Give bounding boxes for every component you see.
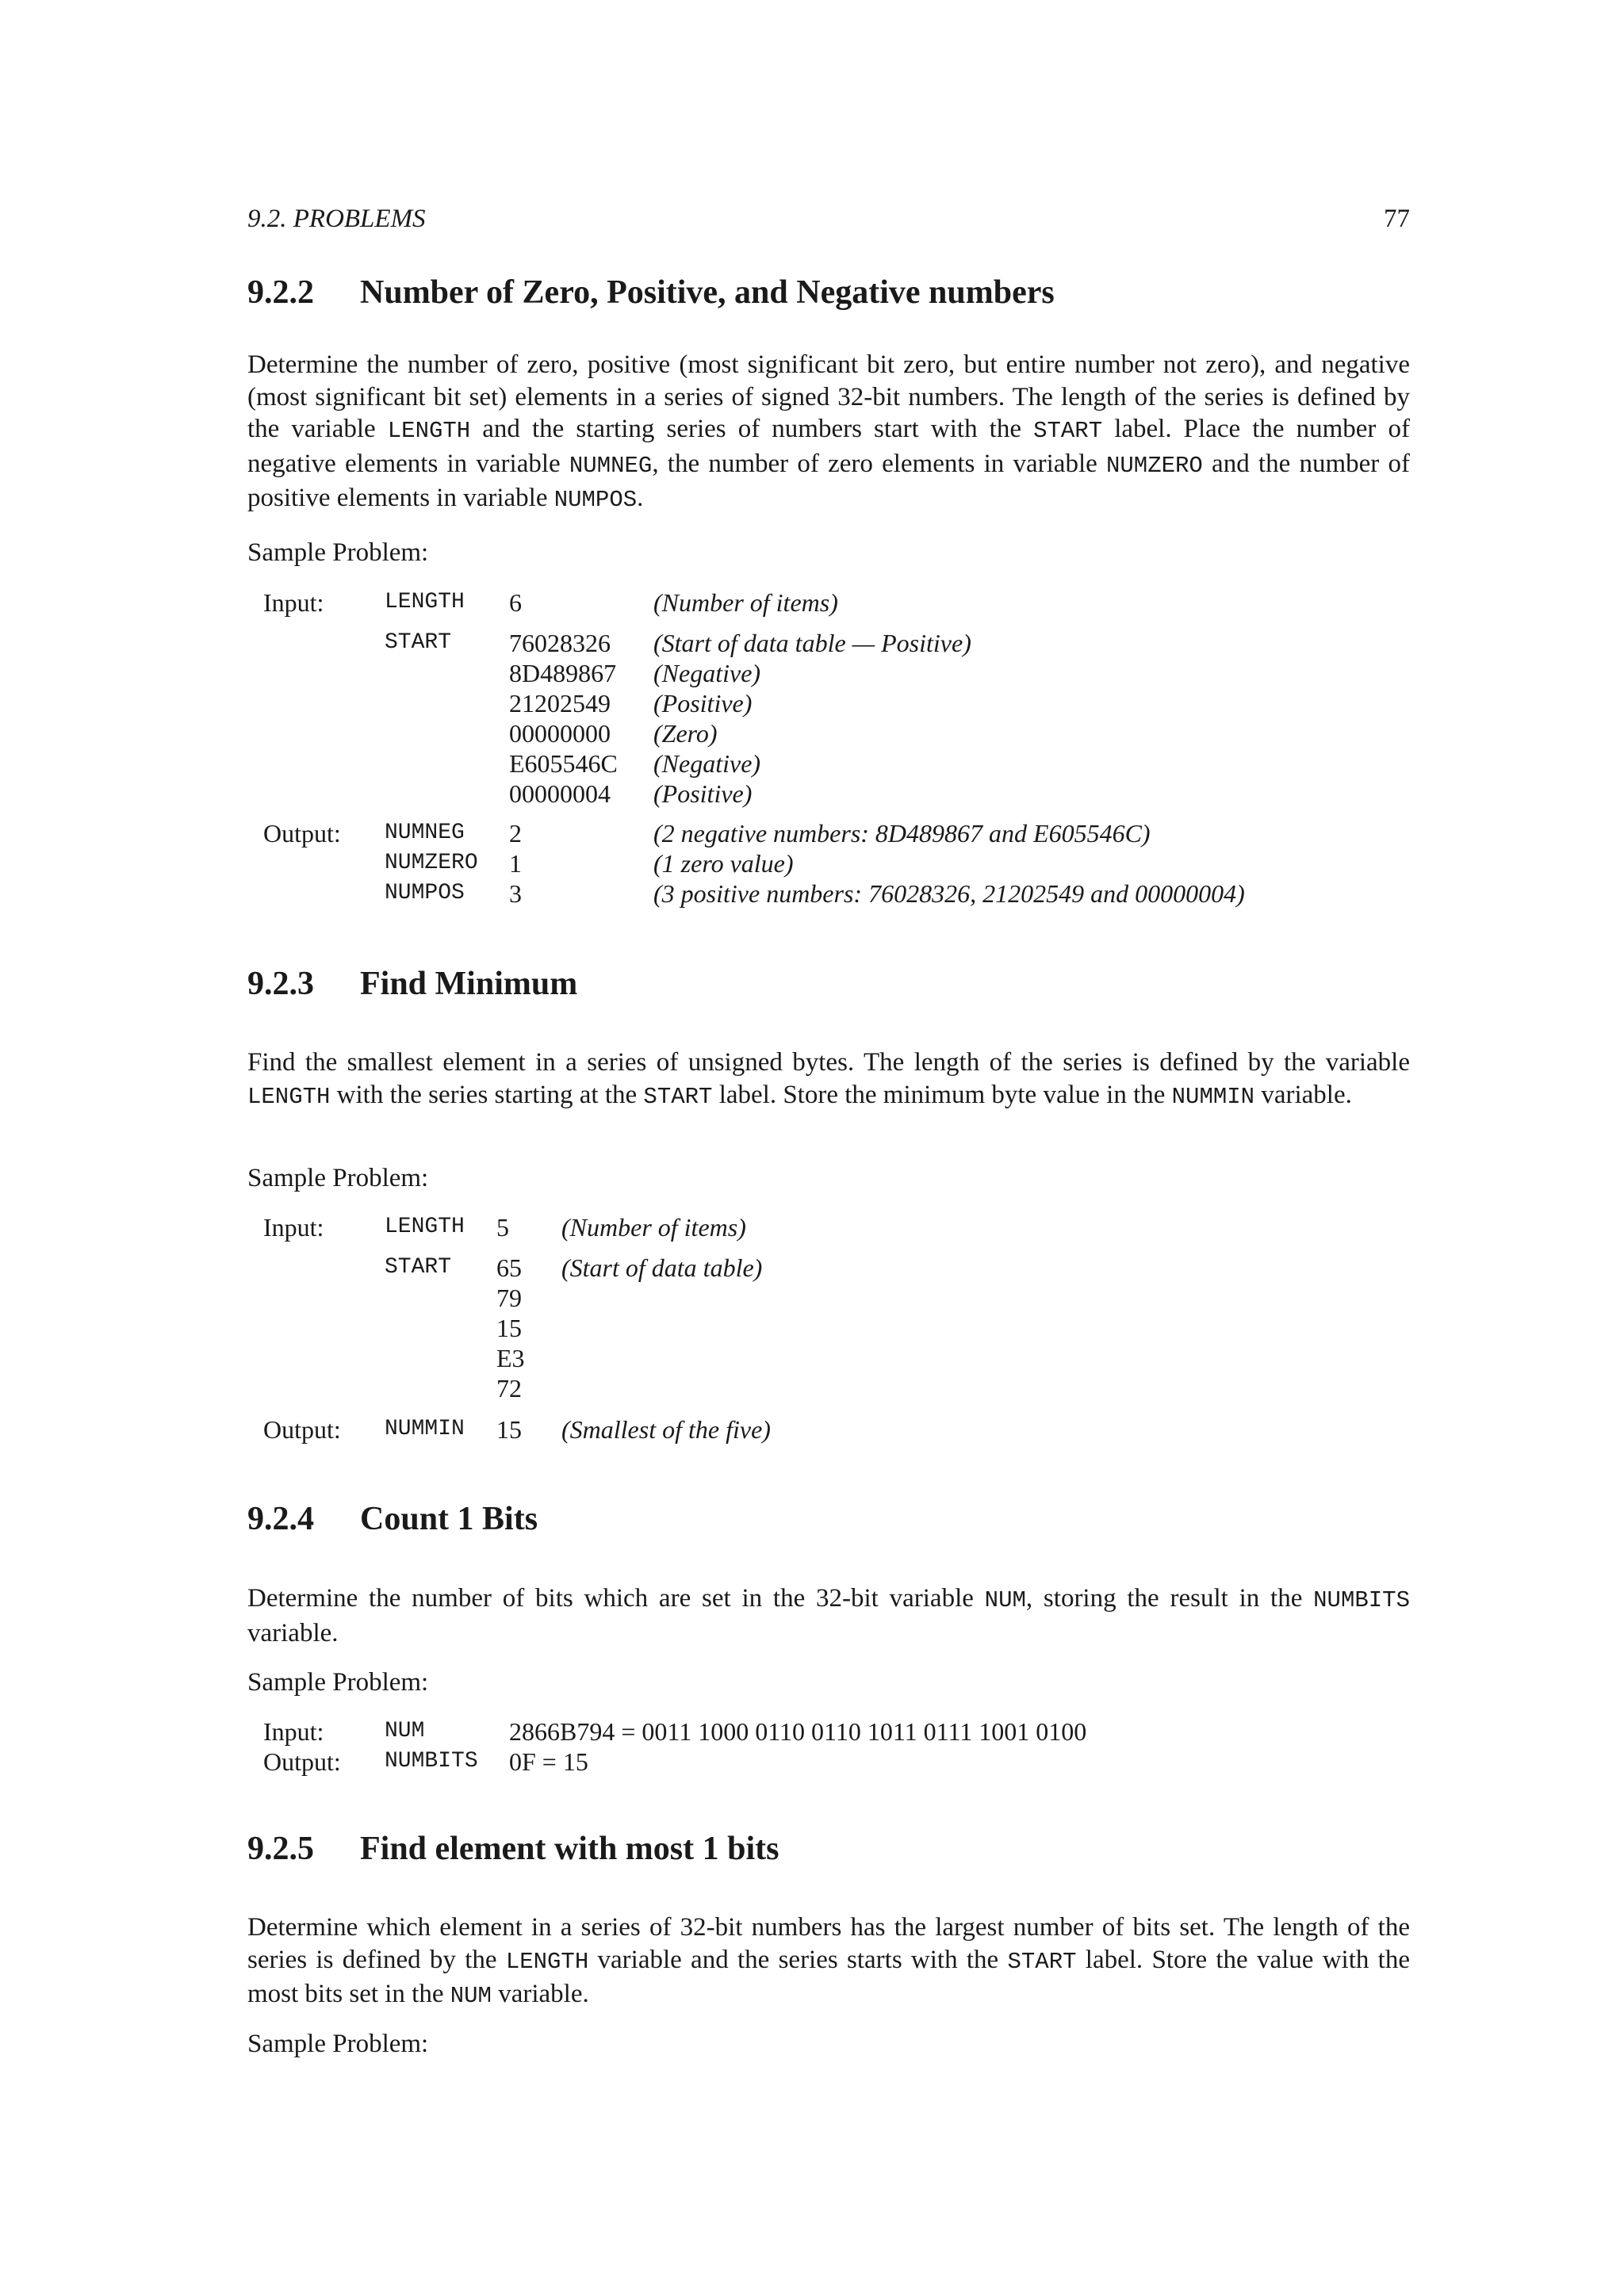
code-numbits: NUMBITS (1313, 1587, 1410, 1613)
var-comment: (Zero) (653, 719, 718, 748)
code-length: LENGTH (247, 1083, 331, 1110)
section-number: 9.2.5 (247, 1831, 314, 1867)
input-label: Input: (263, 588, 324, 617)
var-name: NUMNEG (385, 821, 465, 845)
var-value: 76028326 (509, 629, 611, 657)
var-value: 00000004 (509, 779, 611, 808)
running-head (247, 205, 1410, 234)
code-numneg: NUMNEG (569, 452, 653, 479)
var-value: 15 (496, 1314, 522, 1342)
section-number: 9.2.3 (247, 966, 314, 1002)
section-heading-9-2-2 (247, 274, 1055, 312)
var-name: NUMZERO (385, 851, 478, 875)
section-title: Count 1 Bits (360, 1501, 538, 1537)
section-title: Number of Zero, Positive, and Negative numbers (360, 274, 1055, 311)
sample-problem-label: Sample Problem: (247, 1164, 429, 1192)
var-name: NUMMIN (385, 1417, 465, 1441)
var-value: 8D489867 (509, 659, 617, 687)
var-name: START (385, 1255, 452, 1280)
var-comment: (Negative) (653, 749, 761, 778)
var-comment: (Start of data table — Positive) (653, 629, 971, 657)
section-paragraph-9-2-3: Find the smallest element in a series of unsigned bytes. The length of the series is defined by the variable LENGTH with the series starting at the START label. Store the minimum byte value in the NUMMIN variable. (247, 1048, 1410, 1110)
var-comment: (Number of items) (561, 1213, 746, 1242)
output-label: Output: (263, 1747, 341, 1776)
var-comment: (Negative) (653, 659, 761, 687)
code-start: START (1033, 418, 1103, 444)
var-comment: (3 positive numbers: 76028326, 21202549 and 00000004) (653, 879, 1245, 908)
var-value: E605546C (509, 749, 618, 778)
section-heading-9-2-5 (247, 1830, 779, 1868)
var-comment: (1 zero value) (653, 849, 794, 878)
var-value: 72 (496, 1374, 522, 1402)
output-label: Output: (263, 1415, 341, 1444)
var-value: 5 (496, 1213, 509, 1242)
var-value: 79 (496, 1284, 522, 1312)
var-value: 00000000 (509, 719, 611, 748)
sample-problem-label: Sample Problem: (247, 1668, 429, 1697)
var-comment: (2 negative numbers: 8D489867 and E605546C) (653, 819, 1151, 848)
var-name: NUM (385, 1719, 425, 1743)
var-value: 15 (496, 1415, 522, 1444)
var-name: LENGTH (385, 1215, 465, 1239)
var-value: 1 (509, 849, 522, 878)
var-value: 3 (509, 879, 522, 908)
var-comment: (Smallest of the five) (561, 1415, 771, 1444)
section-paragraph-9-2-4: Determine the number of bits which are set in the 32-bit variable NUM, storing the result in the NUMBITS variable. (247, 1584, 1410, 1647)
var-value: E3 (496, 1344, 525, 1372)
code-start: START (1007, 1948, 1077, 1975)
var-value: 0F = 15 (509, 1747, 588, 1776)
var-comment: (Start of data table) (561, 1253, 763, 1282)
output-label: Output: (263, 819, 341, 848)
section-heading-9-2-4 (247, 1500, 538, 1538)
var-comment: (Positive) (653, 779, 753, 808)
sample-problem-label: Sample Problem: (247, 2030, 429, 2058)
section-heading-9-2-3 (247, 965, 577, 1003)
section-title: Find Minimum (360, 966, 578, 1002)
var-value: 21202549 (509, 689, 611, 718)
code-length: LENGTH (387, 418, 471, 444)
var-name: START (385, 630, 452, 655)
var-value: 2 (509, 819, 522, 848)
var-name: NUMPOS (385, 881, 465, 905)
section-number: 9.2.2 (247, 274, 314, 311)
section-number: 9.2.4 (247, 1501, 314, 1537)
var-name: LENGTH (385, 590, 465, 614)
section-paragraph-9-2-2: Determine the number of zero, positive (most significant bit zero, but entire number not zero), and negative (most significant bit set) elements in a series of signed 32-bit numbers. The length of the series is defined by the variable LENGTH and the starting series of numbers start with the START label. Place the number of negative elements in variable NUMNEG, the number of zero elements in variable NUMZERO and the number of positive elements in variable NUMPOS. (247, 350, 1410, 513)
var-comment: (Number of items) (653, 588, 838, 617)
var-value: 65 (496, 1253, 522, 1282)
code-numpos: NUMPOS (553, 487, 638, 513)
section-paragraph-9-2-5: Determine which element in a series of 32-bit numbers has the largest number of bits set. The length of the series is defined by the LENGTH variable and the series starts with the START label. Store the value with the most bits set in the NUM variable. (247, 1913, 1410, 2009)
code-start: START (643, 1083, 713, 1110)
code-numzero: NUMZERO (1106, 452, 1203, 479)
page-number: 77 (1384, 205, 1410, 233)
code-length: LENGTH (505, 1948, 589, 1975)
var-value: 2866B794 = 0011 1000 0110 0110 1011 0111 1001 0100 (509, 1717, 1087, 1746)
code-num: NUM (984, 1587, 1026, 1613)
section-title: Find element with most 1 bits (360, 1831, 779, 1867)
running-head-title: 9.2. PROBLEMS (247, 205, 426, 233)
input-label: Input: (263, 1213, 324, 1242)
sample-problem-label: Sample Problem: (247, 538, 429, 567)
var-name: NUMBITS (385, 1749, 478, 1774)
var-comment: (Positive) (653, 689, 753, 718)
code-num: NUM (450, 1983, 492, 2009)
code-nummin: NUMMIN (1171, 1083, 1255, 1110)
var-value: 6 (509, 588, 522, 617)
input-label: Input: (263, 1717, 324, 1746)
